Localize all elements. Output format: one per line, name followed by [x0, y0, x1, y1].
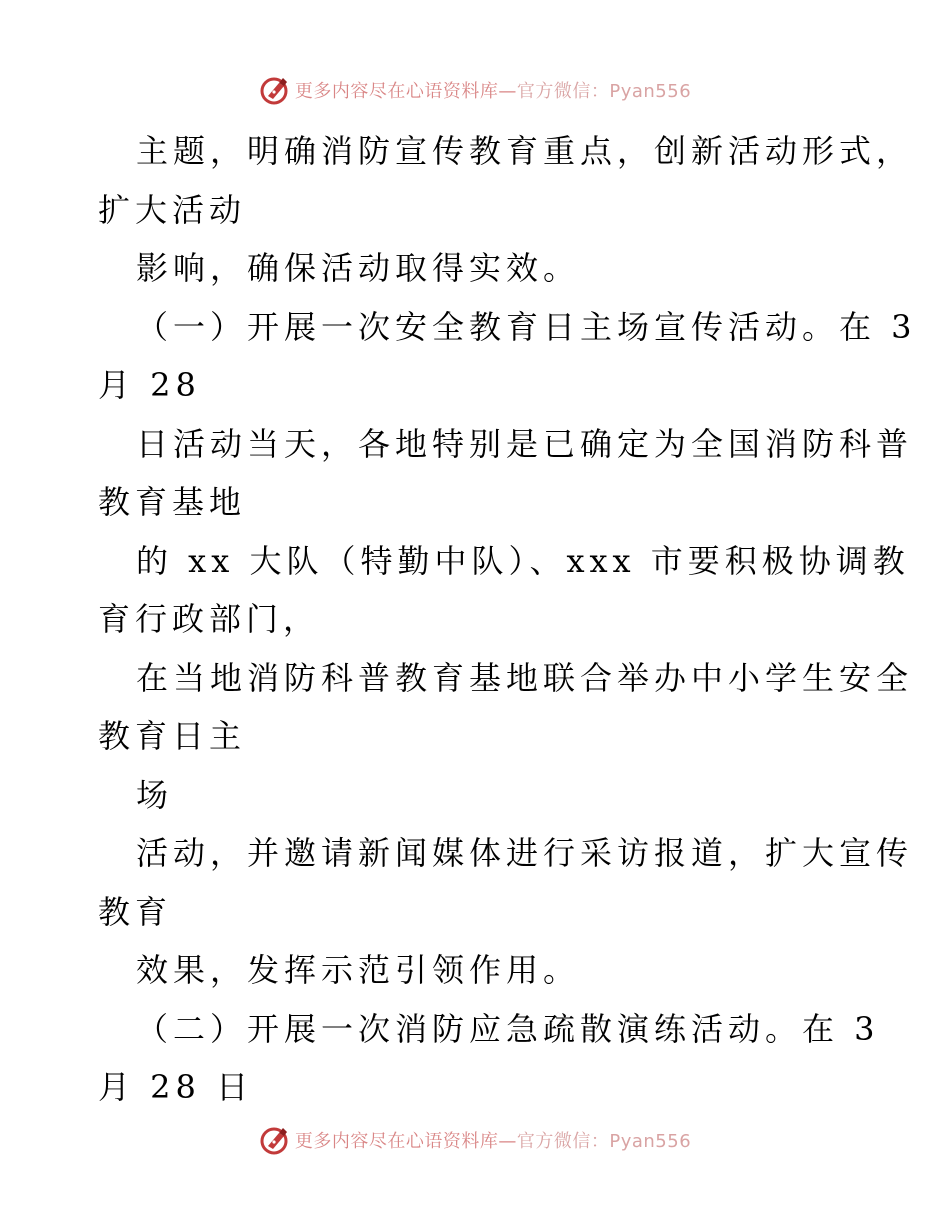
pen-nib-logo-icon: [259, 1124, 291, 1156]
text-line: 教育日主: [98, 717, 247, 755]
text-line: 活动，并邀请新闻媒体进行采访报道，扩大宣传: [136, 834, 914, 872]
document-body: [98, 122, 917, 1117]
banner-text: 更多内容尽在心语资料库—官方微信：Pyan556: [294, 81, 692, 102]
text-line: 的 xx 大队（特勤中队）、xxx 市要积极协调教: [136, 541, 910, 580]
text-line: 效果，发挥示范引领作用。: [136, 951, 581, 989]
text-line: 教育基地: [98, 483, 247, 521]
text-line: 在当地消防科普教育基地联合举办中小学生安全: [136, 658, 914, 697]
text-line: （一）开展一次安全教育日主场宣传活动。在 3: [136, 307, 917, 346]
footer-banner: [0, 1120, 950, 1160]
text-line: 月 28 日: [98, 1068, 254, 1106]
text-line: 扩大活动: [98, 190, 247, 229]
text-line: 日活动当天，各地特别是已确定为全国消防科普: [136, 424, 914, 463]
text-line: 月 28: [98, 366, 201, 404]
text-line: 教育: [98, 892, 173, 931]
text-line: （二）开展一次消防应急疏散演练活动。在 3: [136, 1009, 880, 1048]
text-line: 影响，确保活动取得实效。: [136, 249, 581, 287]
text-line: 主题，明确消防宣传教育重点，创新活动形式，: [136, 132, 914, 170]
text-line: 场: [136, 775, 174, 814]
banner-text: 更多内容尽在心语资料库—官方微信：Pyan556: [294, 1131, 692, 1152]
header-banner: [0, 70, 950, 110]
text-line: 育行政部门，: [98, 600, 321, 638]
pen-nib-logo-icon: [259, 74, 291, 106]
